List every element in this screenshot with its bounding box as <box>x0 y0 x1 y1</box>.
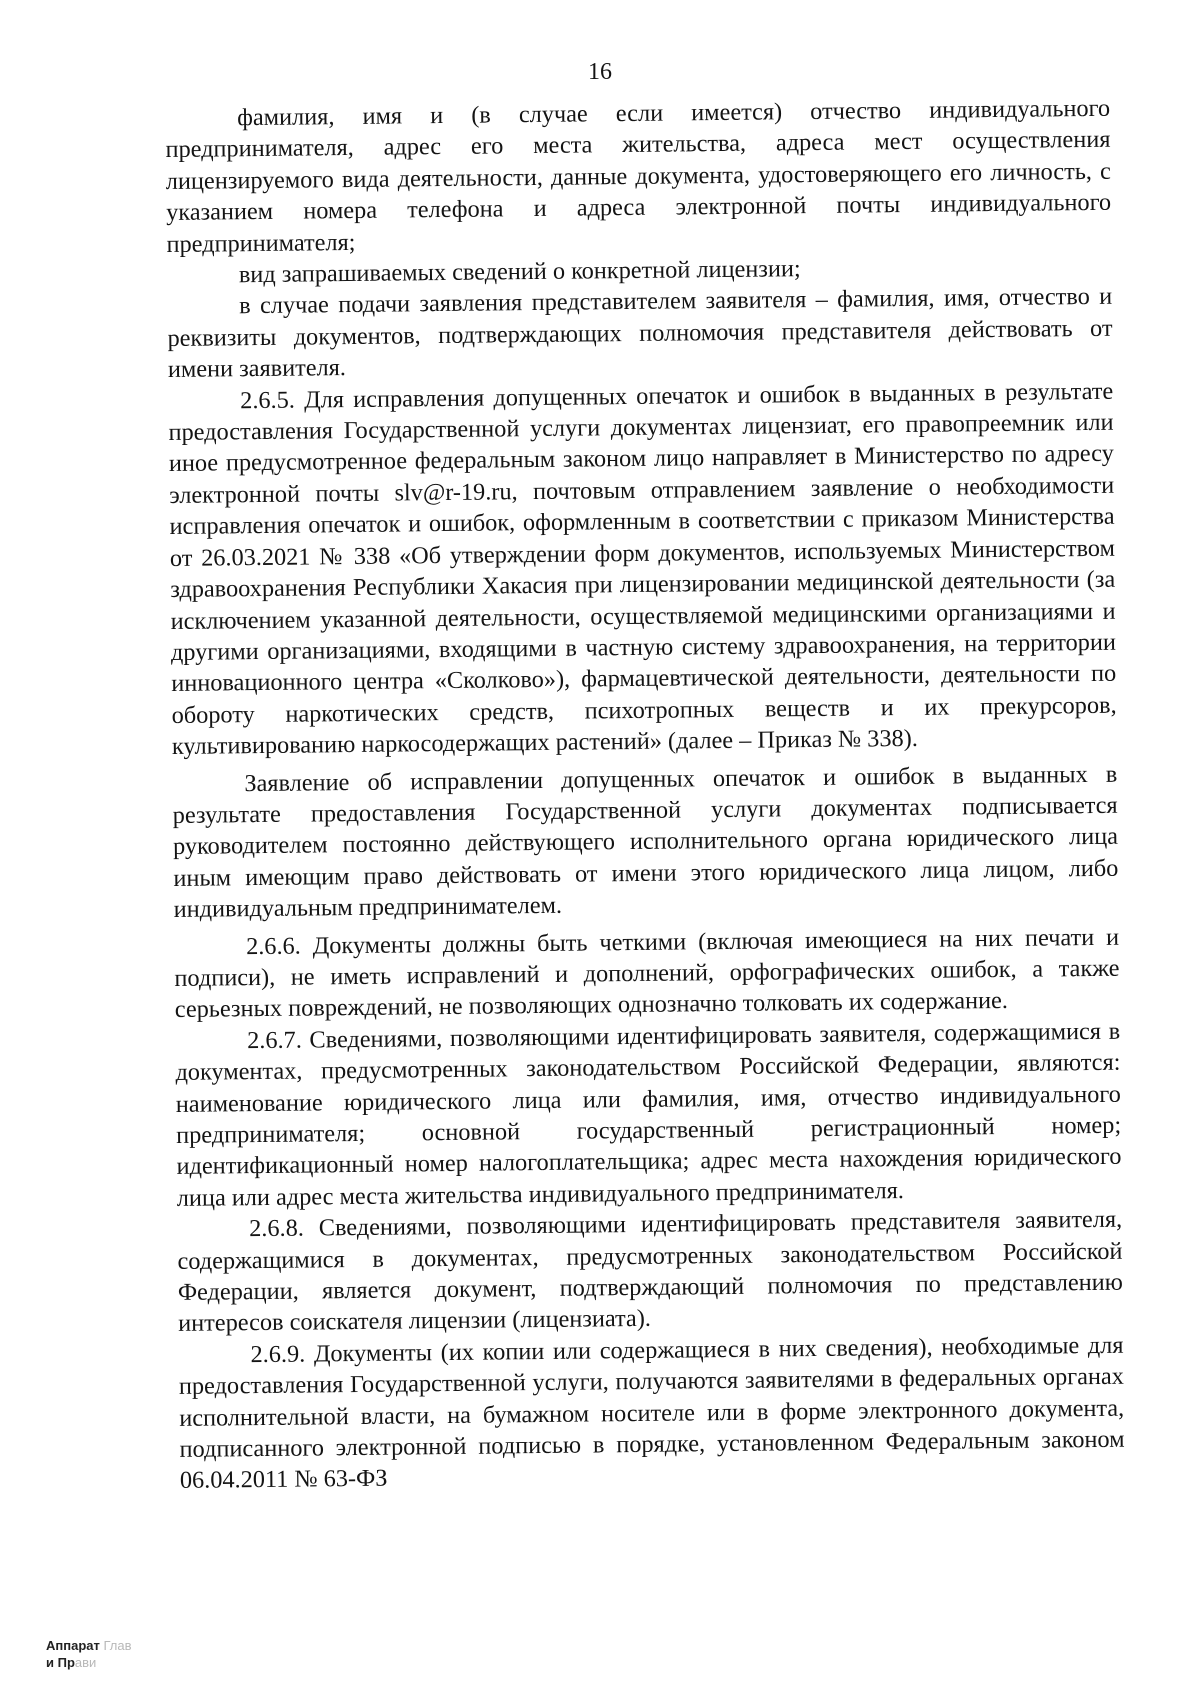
footer-stamp-line-1-text: Аппарат <box>46 1638 100 1653</box>
paragraph-2-6-9: 2.6.9. Документы (их копии или содержащиеся в них сведения), необходимые для предоставления Государственной услуги, получаются заявителями в федеральных органах исполнительной власти, на бумажном носителе или в форме электронного документа, подписанного электронной подписью в порядке, установленном Федеральным законом 06.04.2011 № 63-ФЗ <box>178 1331 1125 1495</box>
paragraph-license-info-type: вид запрашиваемых сведений о конкретной лицензии; <box>238 255 801 289</box>
paragraph-2-6-5: 2.6.5. Для исправления допущенных опечаток и ошибок в выданных в результате предоставления Государственной услуги документах лицензиат, его правопреемник или иное предусмотренное федеральным законом лицо направляет в Министерство по адресу электронной почты slv@r-19.ru, почтовым отправлением заявление о необходимости исправления опечаток и ошибок, оформленным в соответствии с приказом Министерства от 26.03.2021 № 338 «Об утверждении форм документов, используемых Министерством здравоохранения Республики Хакасия при лицензировании медицинской деятельности (за исключением указанной деятельности, осуществляемой медицинскими организациями и другими организациями, входящими в частную систему здравоохранения, на территории инновационного центра «Сколково»), фармацевтической деятельности, деятельности по обороту наркотических средств, психотропных веществ и их прекурсоров, культивированию наркосодержащих растений» (далее – Приказ № 338). <box>168 377 1117 761</box>
footer-stamp-line-1-faded: Глав <box>103 1638 132 1653</box>
footer-stamp-line-2 <box>46 1654 132 1671</box>
footer-stamp-line-2-faded: ави <box>74 1655 97 1670</box>
document-body <box>165 93 1125 1497</box>
footer-stamp <box>46 1637 132 1671</box>
footer-stamp-line-1 <box>46 1637 132 1654</box>
paragraph-correction-statement: Заявление об исправлении допущенных опечаток и ошибок в выданных в результате предоставления Государственной услуги документах подписывается руководителем постоянно действующего исполнительного органа юридического лица иным имеющим право действовать от имени этого юридического лица лицом, либо индивидуальным предпринимателем. <box>172 760 1119 924</box>
page-number: 16 <box>588 59 612 85</box>
paragraph-2-6-8: 2.6.8. Сведениями, позволяющими идентифицировать представителя заявителя, содержащимися в документах, предусмотренных законодательством Российской Федерации, является документ, подтверждающий полномочия по представлению интересов соискателя лицензии (лицензиата). <box>177 1205 1123 1338</box>
paragraph-applicant-info: фамилия, имя и (в случае если имеется) отчество индивидуального предпринимателя, адрес его места жительства, адреса мест осуществления лицензируемого вида деятельности, данные документа, удостоверяющего его личность, с указанием номера телефона и адреса электронной почты индивидуального предпринимателя; <box>165 94 1112 258</box>
paragraph-representative: в случае подачи заявления представителем заявителя – фамилия, имя, отчество и реквизиты документов, подтверждающих полномочия представителя действовать от имени заявителя. <box>167 283 1113 384</box>
footer-stamp-line-2-text: и Пр <box>46 1655 75 1670</box>
paragraph-2-6-7: 2.6.7. Сведениями, позволяющими идентифицировать заявителя, содержащимися в документах, предусмотренных законодательством Российской Федерации, являются: наименование юридического лица или фамилия, имя, отчество индивидуального предпринимателя; основной государственный регистрационный номер; идентификационный номер налогоплательщика; адрес места нахождения юридического лица или адрес места жительства индивидуального предпринимателя. <box>175 1017 1122 1212</box>
paragraph-2-6-6: 2.6.6. Документы должны быть четкими (включая имеющиеся на них печати и подписи), не иметь исправлений и дополнений, орфографических ошибок, а также серьезных повреждений, не позволяющих однозначно толковать их содержание. <box>174 923 1120 1024</box>
